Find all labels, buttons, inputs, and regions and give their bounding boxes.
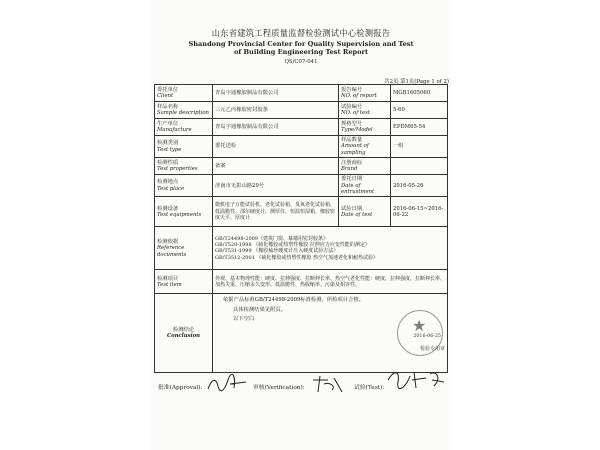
sample-value: 三元乙丙橡胶密封胶条 (213, 102, 339, 119)
report-title-en-line1: Shandong Provincial Center for Quality Supervision and Test (188, 40, 414, 48)
test-place-label: 检测地点 Test place (155, 175, 213, 197)
test-date-value: 2016-06-15~2016-06-22 (391, 197, 448, 227)
row-test-place (155, 175, 448, 197)
test-signature-icon (386, 368, 446, 392)
conclusion-label: 检测结论 Conclusion (155, 294, 213, 373)
test-place-value: 济南市无影山路29号 (213, 175, 339, 197)
test-properties-label: 检测性质 Test properties (155, 158, 213, 175)
row-manufacture (155, 119, 448, 136)
report-no-label: 报告编号 NO. of report (339, 85, 391, 102)
amount-value: 一组 (391, 136, 448, 158)
approval-label: 批准(Approval): (158, 385, 203, 391)
row-equipment (155, 197, 448, 227)
client-value: 青岛宇通橡胶制品有限公司 (213, 85, 339, 102)
reference-label: 检测依据 Reference documents (155, 227, 213, 270)
row-test-item (155, 270, 448, 294)
report-no-value: MGB1605060 (391, 85, 448, 102)
seal-date: 2016-06-25 (413, 334, 441, 340)
model-value: EPDM65-54 (391, 119, 448, 136)
seal-star-icon: ★ (412, 316, 427, 336)
entrust-date-value: 2016-05-26 (391, 175, 448, 197)
row-test-properties (155, 158, 448, 175)
reference-line: GB/T531-1999 《橡胶袖珍硬度计压入硬度试验方法》 (215, 248, 339, 255)
test-type-value: 委托送检 (213, 136, 339, 158)
test-label: 试验(Test): (354, 385, 385, 391)
reference-line: GB/T24498-2009《建筑门窗、幕墙用密封胶条》 (215, 235, 329, 242)
test-no-label: 试验编号 NO. of test (339, 102, 391, 119)
report-title-en (150, 40, 452, 56)
test-item-value: 外观、基本物理性能：硬度、拉伸强度、拉断伸长率、热空气老化性能：硬度、拉伸强度、拉断伸长率、加热失重、压缩永久变形、低温脆性、热收缩率、污染及相容性。 (213, 270, 448, 294)
client-label: 委托单位 Client (155, 85, 213, 102)
equipment-value: 微机电子万能试验机、老化试验箱、臭氧老化试验箱、低温脆性、邵尔硬度计、测厚仪、恒温恒湿箱、橡胶密度天平、厚度计 (213, 197, 339, 227)
report-table (154, 84, 448, 373)
equipment-label: 检测设备 Test equipments (155, 197, 213, 227)
test-report-page (150, 0, 452, 450)
conclusion-statement: 依据产品标准GB/T24498-2009标准检测，所检项目合格。 (223, 297, 364, 304)
row-reference (155, 227, 448, 270)
manufacture-value: 青岛宇通橡胶制品有限公司 (213, 119, 339, 136)
seal-label: 检验专用章 (419, 346, 445, 353)
brand-value (391, 158, 448, 175)
reference-line: GB/T528-1998 《硫化橡胶或热塑性橡胶 拉伸应力应变性能的测定》 (215, 242, 370, 249)
amount-label: 样品数量 Amount of sampling (339, 136, 391, 158)
verification-label: 审核(Verification): (253, 385, 305, 391)
reference-value (213, 227, 448, 270)
row-sample (155, 102, 448, 119)
test-type-label: 检测类别 Test type (155, 136, 213, 158)
manufacture-label: 生产单位 Manufacture (155, 119, 213, 136)
page-info: 共2页 第1页(Page 1 of 2) (384, 79, 449, 85)
reference-line: GB/T3512-2001 《硫化橡胶或热塑性橡胶 热空气加速老化和耐热试验》 (215, 254, 379, 261)
sample-label: 样品名称 Sample description (155, 102, 213, 119)
verification-signature-icon (310, 374, 346, 394)
document-code: QS/C07-041 (284, 59, 318, 65)
test-properties-value: 备案 (213, 158, 339, 175)
row-client (155, 85, 448, 102)
model-label: 规格型号 Type/Model (339, 119, 391, 136)
conclusion-blank-note: 以下空白 (233, 316, 255, 323)
conclusion-value (213, 294, 448, 373)
brand-label: 注册商标 Brand (339, 158, 391, 175)
row-conclusion (155, 294, 448, 373)
test-no-value: 5-60 (391, 102, 448, 119)
test-date-label: 试验日期 Date of test (339, 197, 391, 227)
row-test-type (155, 136, 448, 158)
conclusion-detail-note: 具体检测结果见附页。 (233, 306, 286, 313)
entrust-date-label: 委托日期 Date of entrustment (339, 175, 391, 197)
report-title-en-line2: of Building Engineering Test Report (233, 48, 369, 57)
test-item-label: 检测项目 Test item (155, 270, 213, 294)
report-title-cn: 山东省建筑工程质量监督检验测试中心检测报告 (211, 28, 391, 38)
approval-signature-icon (206, 374, 248, 394)
